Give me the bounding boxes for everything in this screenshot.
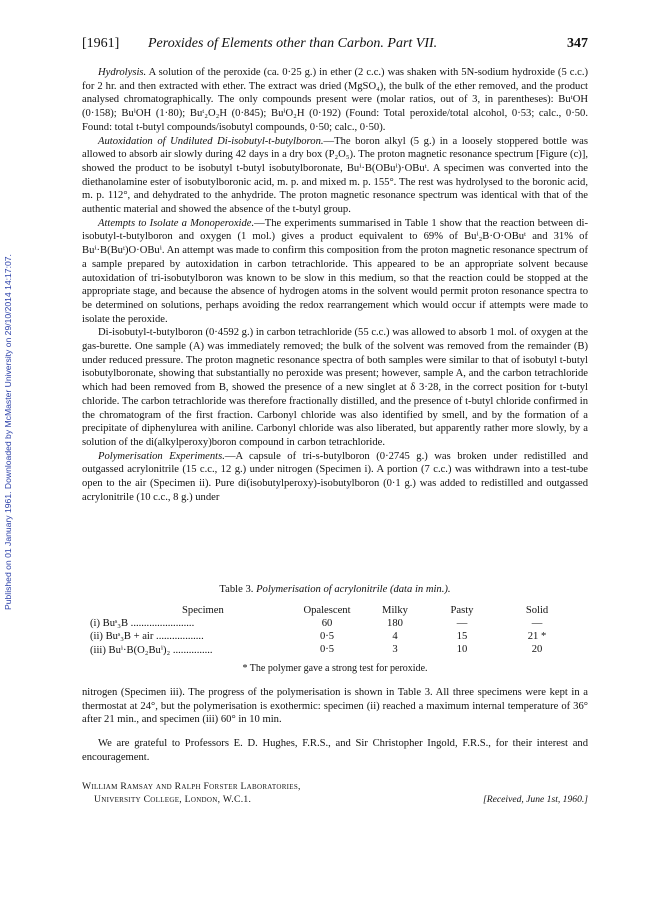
paragraph-polymerisation [82, 450, 588, 505]
section-lead: Autoxidation of Undiluted Di-isobutyl-t-butylboron. [98, 135, 324, 147]
table-cell: 60 [321, 618, 333, 629]
received-date: [Received, June 1st, 1960.] [483, 793, 588, 805]
table-caption-label: Table 3. [219, 584, 254, 595]
paragraph-monoperoxide [82, 217, 588, 327]
table-cell: 180 [387, 618, 403, 629]
table-header-cell: Pasty [450, 605, 474, 616]
table-row [82, 631, 588, 644]
table-header-cell: Milky [382, 605, 408, 616]
table-cell: 3 [392, 644, 398, 655]
table-cell: 21 * [527, 631, 547, 642]
paragraph-text: —A capsule of tri-s-butylboron (0·2745 g.) was broken under redistilled and outgassed acrylonitrile (15 c.c., 12 g.) under nitrogen (Specimen i). A portion (7 c.c.) was withdrawn into a test-tube open to the air (Specimen ii). Pure di(isobutylperoxy)-isobutylboron (0·1 g.) was added to redistilled and outgassed acrylonitrile (10 c.c., 8 g.) under [82, 450, 589, 503]
closing-paragraph: nitrogen (Specimen iii). The progress of the polymerisation is shown in Table 3. All three specimens were kept in a thermostat at 24°, but the polymerisation is exothermic: specimen (ii) reached a maximum internal temperature of 36° after 21 min., and specimen (iii) 60° in 10 min. [82, 687, 588, 726]
table-cell: — [531, 618, 543, 629]
table-cell: 4 [392, 631, 398, 642]
section-lead: Attempts to Isolate a Monoperoxide. [98, 217, 255, 229]
address-line-2: University College, London, W.C.1. [94, 793, 252, 805]
acknowledgement: We are grateful to Professors E. D. Hughes, F.R.S., and Sir Christopher Ingold, F.R.S., for their interest and encouragement. [82, 738, 588, 763]
table-header-cell: Opalescent [303, 605, 351, 616]
download-watermark [3, 150, 17, 610]
author-address [82, 781, 588, 806]
page-number: 347 [567, 36, 588, 51]
table-cell: — [456, 618, 468, 629]
table-row [82, 644, 588, 657]
table-cell: 10 [456, 644, 468, 655]
table-cell: (iii) Buⁱ·B(O₂Buⁱ)₂ ............... [90, 645, 213, 656]
paragraph-autoxidation [82, 135, 588, 217]
address-line-1: William Ramsay and Ralph Forster Laboratories, [82, 781, 301, 792]
article-body [82, 66, 588, 505]
header-title: Peroxides of Elements other than Carbon. Part VII. [148, 36, 438, 51]
table-footnote: * The polymer gave a strong test for peroxide. [242, 663, 428, 674]
table-row [82, 618, 588, 631]
paragraph-di-isobutyl [82, 326, 588, 449]
paragraph-text: —The boron alkyl (5 g.) in a loosely stoppered bottle was allowed to absorb air slowly during 42 days in a dry box (P₂O₅). The proton magnetic resonance spectrum [Figure (c)], showed the product to be isobutyl t-butyl isobutylboronate, Buⁱ·B(OBuⁱ)·OBuᵗ. A specimen was converted into the diethanolamine ester of isobutylboronic acid, m. p. and mixed m. p. 155°. The rest was hydrolysed to the boronic acid, m. p. 112°, and dehydrated to the anhydride. The proton magnetic resonance spectrum was identical with that of the authentic material and showed the absence of the t-butyl group. [82, 135, 588, 216]
paragraph-hydrolysis [82, 66, 588, 135]
running-header [82, 36, 588, 56]
download-note: Published on 01 January 1961. Downloaded by McMaster University on 29/10/2014 14:17:07. [3, 254, 13, 610]
table-cell: (i) Buˢ₃B ........................ [90, 618, 195, 629]
table-header-cell: Specimen [182, 605, 224, 616]
table-cell: 0·5 [319, 631, 335, 642]
table-cell: 0·5 [319, 644, 335, 655]
section-lead: Polymerisation Experiments. [98, 450, 225, 462]
table-caption-title: Polymerisation of acrylonitrile (data in min.). [256, 584, 451, 595]
header-year: [1961] [82, 36, 120, 51]
paragraph-text: A solution of the peroxide (ca. 0·25 g.) in ether (2 c.c.) was shaken with 5N-sodium hydroxide (5 c.c.) for 2 hr. and then extracted with ether. The extract was dried (MgSO₄), the bulk of the ether removed, and the product analysed chromatographically. The only compounds present were (molar ratios, out of 3, in parentheses): BuᵗOH (0·158); BuⁱOH (1·80); Buᵗ₂O₂H (0·845); BuⁱO₂H (0·192) (Found: Total peroxide/total alcohol, 0·53; calc., 0·50. Found: total t-butyl compounds/isobutyl compounds, 0·50; calc., 0·50). [82, 67, 588, 133]
table-cell: 20 [531, 644, 543, 655]
paragraph-text: Di-isobutyl-t-butylboron (0·4592 g.) in carbon tetrachloride (55 c.c.) was allowed to absorb 1 mol. of oxygen at the gas-burette. One sample (A) was immediately removed; the bulk of the solvent was removed from the remainder (B) under reduced pressure. The proton magnetic resonance spectra of both samples were similar to that of isobutyl t-butyl isobutylboronate, showing that substantially no peroxide was present; however, sample A, and the carbon tetrachloride which had been removed from B, showed the presence of a new singlet at δ 3·28, in the correct position for t-butyl chloride. The carbon tetrachloride was therefore fractionally distilled, and the presence of t-butyl chloride confirmed in the chromatogram of the first fraction. Carbonyl chloride was also identified by smell, and by the formation of a precipitate of diphenylurea with aniline. Carbonyl chloride was also liberated, but apparently rather more slowly, by a solution of the di(alkylperoxy)boron compound in carbon tetrachloride. [82, 327, 588, 448]
paragraph-text: —The experiments summarised in Table 1 show that the reaction between di-isobutyl-t-butylboron and oxygen (1 mol.) gives a product equivalent to 69% of Buⁱ₂B·O·OBuᵗ and 31% of Buⁱ·B(Buᵗ)O·OBuⁱ. An attempt was made to confirm this composition from the proton magnetic resonance spectrum of a sample prepared by autoxidation in carbon tetrachloride. This appeared to be an appropriate solvent because autoxidation of tri-isobutylboron was known to be slow in this medium, so that the reaction could be stopped at the appropriate stage, and because the absence of hydrogen atoms in the solvent would permit proton resonance spectra to be determined on solutions, perhaps avoiding the redox rearrangement which would occur if attempts were made to isolate the peroxide. [82, 217, 588, 325]
table-header-row [82, 605, 588, 618]
article-body-continued [82, 686, 588, 765]
table-3 [82, 584, 588, 674]
table-cell: (ii) Buˢ₃B + air .................. [90, 631, 204, 642]
table-cell: 15 [456, 631, 468, 642]
table-header-cell: Solid [525, 605, 549, 616]
table-caption [82, 584, 588, 595]
section-lead: Hydrolysis. [98, 67, 147, 78]
